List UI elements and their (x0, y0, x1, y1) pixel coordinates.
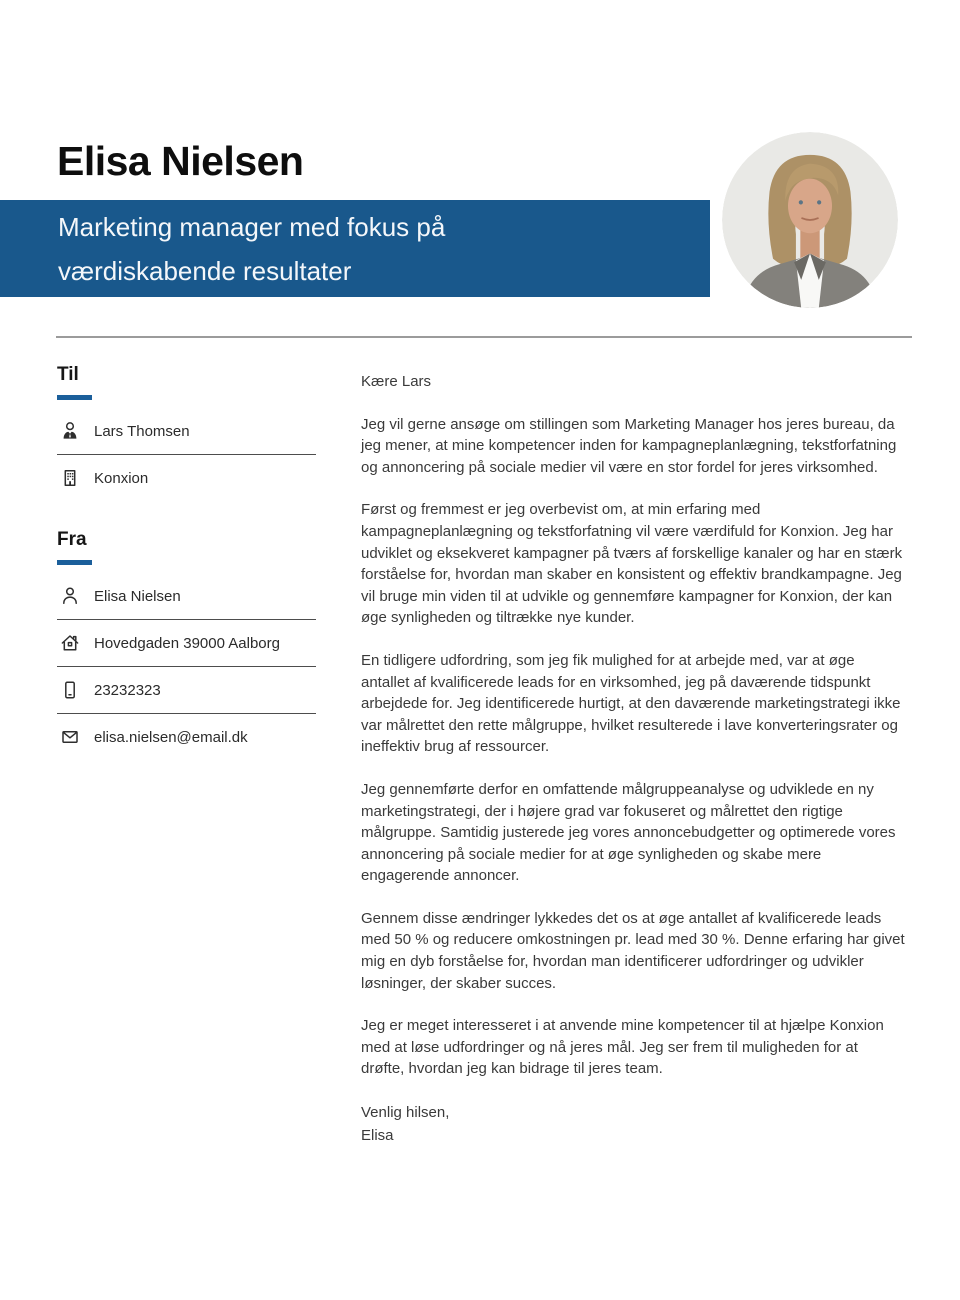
signature-block (361, 1101, 905, 1147)
sender-email: elisa.nielsen@email.dk (94, 728, 248, 746)
closing-line: Venlig hilsen, (361, 1104, 450, 1122)
sender-email-row (57, 713, 316, 760)
letter-paragraph: Jeg gennemførte derfor en omfattende målgruppeanalyse og udviklede en ny marketingstrategi, der i højere grad var fokuseret og målrettet den rigtige målgruppe. Samtidig justerede jeg vores annoncebudgetter og optimerede vores annoncering på sociale medier for at øge synligheden og skabe mere engagerende annoncer. (361, 780, 896, 885)
tagline-line-1: Marketing manager med fokus på (58, 211, 446, 242)
letter-body (361, 371, 905, 1147)
avatar (722, 132, 898, 308)
letter-paragraph: Jeg er meget interesseret i at anvende mine kompetencer til at hjælpe Konxion med at løse udfordringer og nå jeres mål. Jeg ser frem til muligheden for at drøfte, hvordan jeg kan bidrage til jeres team. (361, 1017, 884, 1078)
letter-paragraph: Gennem disse ændringer lykkedes det os at øge antallet af kvalificerede leads med 50 % og reducere omkostningen pr. lead med 30 %. Denne erfaring har givet mig en dyb forståelse for, hvordan man identificerer udfordringer og udvikler løsninger, der skaber succes. (361, 909, 905, 992)
letter-paragraph: En tidligere udfordring, som jeg fik mulighed for at arbejde med, var at øge antallet af kvalificerede leads for en virksomhed, jeg på daværende tidspunkt arbejdede for. Jeg identificerede hurtigt, at den daværende marketingstrategi ikke var målrettet den rette målgruppe, hvilket resulterede i lave konverteringsrater og ineffektiv brug af ressourcer. (361, 651, 901, 756)
sender-address: Hovedgaden 39000 Aalborg (94, 634, 280, 652)
sender-phone: 23232323 (94, 681, 161, 699)
person-icon (59, 585, 81, 607)
home-icon (59, 632, 81, 654)
letter-paragraph: Først og fremmest er jeg overbevist om, at min erfaring med kampagneplanlægning og tekstforfatning vil være værdifuld for Konxion. Jeg har udviklet og eksekveret kampagner på tværs af forskellige kanaler og har en stærk forståelse for, hvordan man skaber en konsistent og effektiv brandkampagne. Jeg vil bruge min viden til at udvikle og gennemføre kampagner for Konxion, der kan øge synligheden og tiltrække nye kunder. (361, 501, 903, 627)
tagline-line-2: værdiskabende resultater (58, 255, 352, 286)
email-icon (59, 726, 81, 748)
sender-heading: Fra (57, 529, 87, 550)
sender-address-row (57, 619, 316, 666)
sender-heading-underline (57, 560, 92, 565)
recipient-heading-underline (57, 395, 92, 400)
sender-name-row (57, 573, 316, 619)
tagline-banner (0, 200, 710, 297)
building-icon (59, 467, 81, 489)
salutation: Kære Lars (361, 373, 432, 390)
header-divider (56, 336, 912, 338)
sender-phone-row (57, 666, 316, 713)
sender-section (57, 529, 316, 760)
recipient-company: Konxion (94, 469, 149, 487)
recipient-name: Lars Thomsen (94, 422, 190, 440)
person-tie-icon (59, 420, 81, 442)
page-title: Elisa Nielsen (57, 138, 304, 184)
phone-icon (59, 679, 81, 701)
recipient-section (57, 364, 316, 501)
recipient-company-row (57, 454, 316, 501)
signature-name: Elisa (361, 1127, 394, 1145)
portrait-illustration (722, 132, 898, 308)
recipient-name-row (57, 408, 316, 454)
recipient-heading: Til (57, 364, 79, 385)
contact-sidebar (57, 364, 316, 760)
sender-name: Elisa Nielsen (94, 587, 181, 605)
letter-paragraph: Jeg vil gerne ansøge om stillingen som Marketing Manager hos jeres bureau, da jeg mener, at mine kompetencer inden for kampagneplanlægning, tekstforfatning og annoncering på sociale medier vil være en stor fordel for jeres virksomhed. (361, 415, 897, 476)
